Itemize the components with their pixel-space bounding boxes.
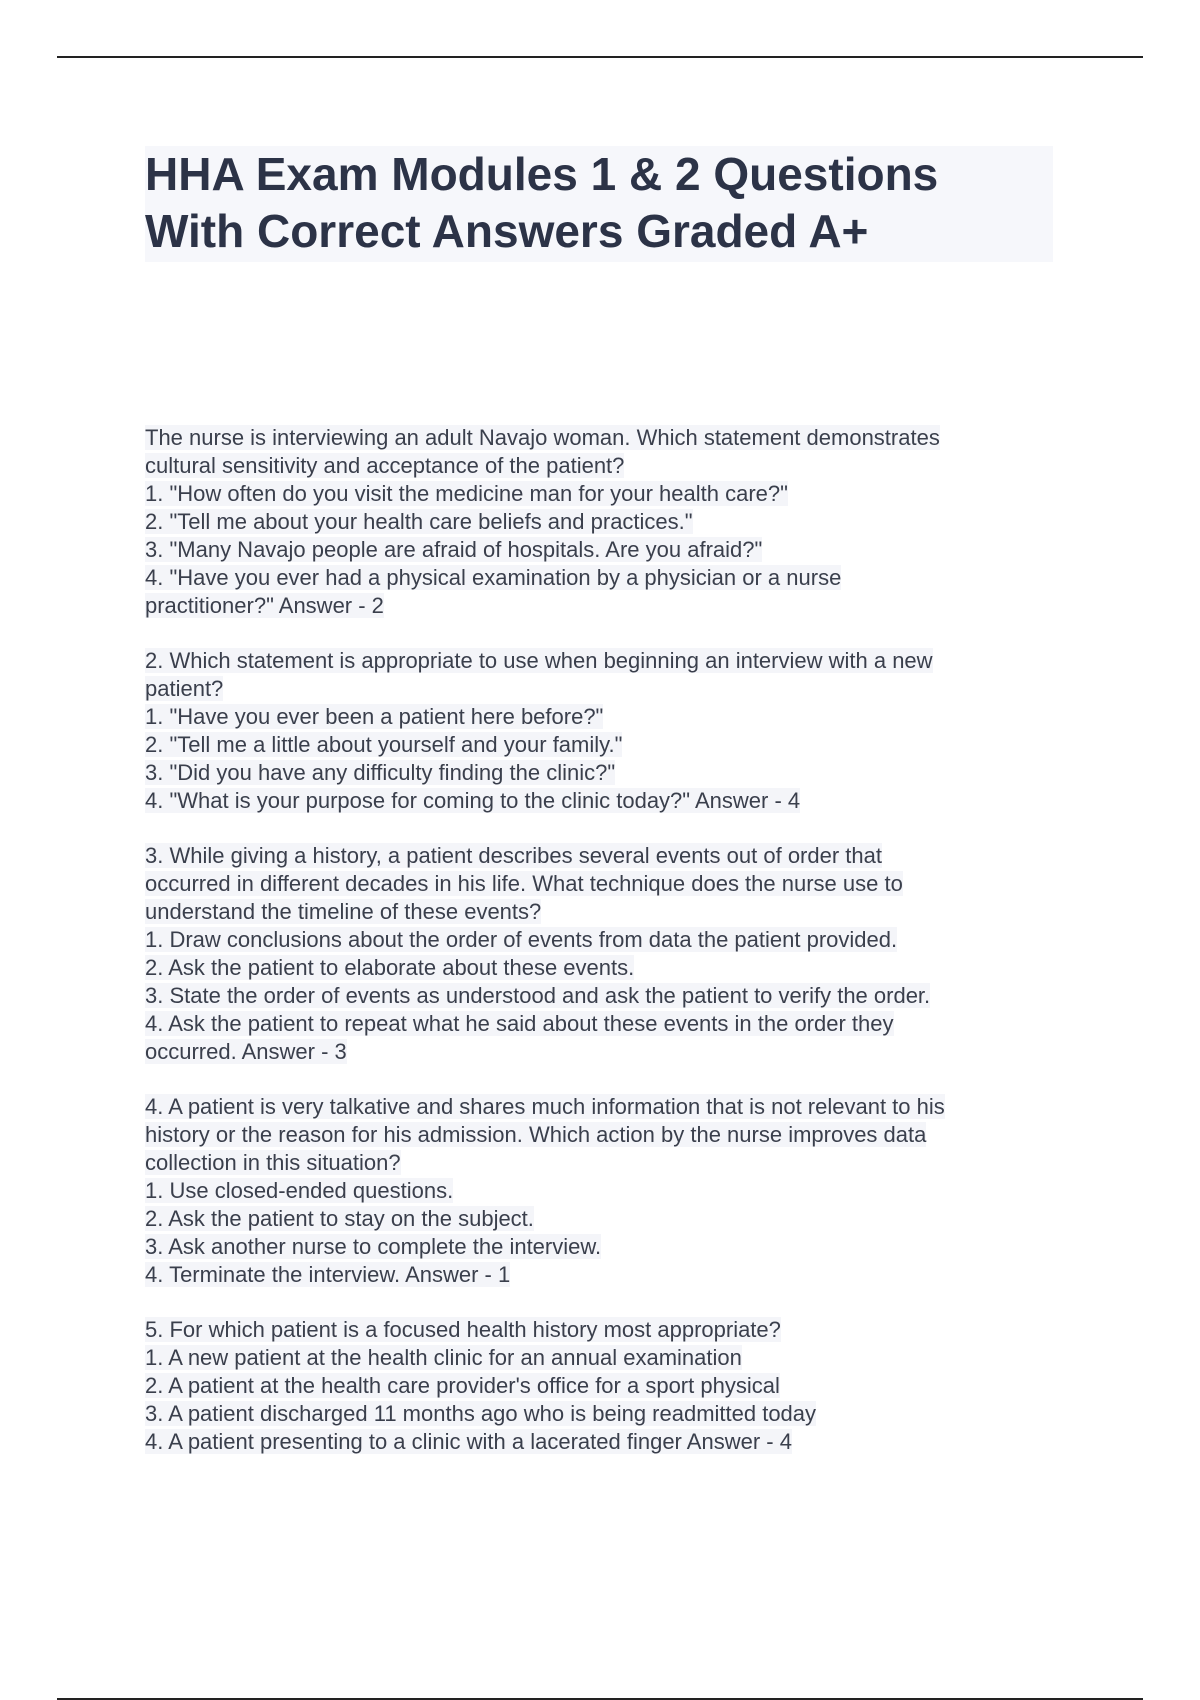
question-line: collection in this situation? — [145, 1150, 401, 1175]
title-line-2: With Correct Answers Graded A+ — [145, 205, 869, 257]
answer-option: 4. Ask the patient to repeat what he said about these events in the order they — [145, 1011, 894, 1036]
answer-option: 4. "Have you ever had a physical examination by a physician or a nurse — [145, 565, 842, 590]
answer-option: 2. "Tell me about your health care beliefs and practices." — [145, 509, 693, 534]
question-2 — [145, 647, 1065, 815]
question-line: The nurse is interviewing an adult Navajo woman. Which statement demonstrates — [145, 425, 940, 450]
question-line: history or the reason for his admission. Which action by the nurse improves data — [145, 1122, 927, 1147]
document-title — [145, 146, 1053, 262]
answer-option: 3. Ask another nurse to complete the interview. — [145, 1234, 602, 1259]
title-line-1: HHA Exam Modules 1 & 2 Questions — [145, 148, 939, 200]
question-line: understand the timeline of these events? — [145, 899, 542, 924]
answer-option: 2. "Tell me a little about yourself and your family." — [145, 732, 623, 757]
question-line: occurred in different decades in his life. What technique does the nurse use to — [145, 871, 903, 896]
answer-option: 1. Use closed-ended questions. — [145, 1178, 454, 1203]
question-line: patient? — [145, 676, 224, 701]
question-line: 3. While giving a history, a patient describes several events out of order that — [145, 843, 882, 868]
answer-option: 1. Draw conclusions about the order of events from data the patient provided. — [145, 927, 898, 952]
questions-list — [145, 424, 1065, 1483]
answer-option: 3. "Many Navajo people are afraid of hospitals. Are you afraid?" — [145, 537, 763, 562]
answer-option: 1. "How often do you visit the medicine man for your health care?" — [145, 481, 788, 506]
question-5 — [145, 1316, 1065, 1456]
question-4 — [145, 1093, 1065, 1289]
question-1 — [145, 424, 1065, 620]
question-line: 5. For which patient is a focused health history most appropriate? — [145, 1317, 781, 1342]
answer-option: 2. Ask the patient to elaborate about these events. — [145, 955, 635, 980]
answer-option: 3. "Did you have any difficulty finding the clinic?" — [145, 760, 616, 785]
question-3 — [145, 842, 1065, 1066]
answer-option: practitioner?" Answer - 2 — [145, 593, 384, 618]
answer-option: 2. Ask the patient to stay on the subject. — [145, 1206, 534, 1231]
question-line: 4. A patient is very talkative and shares much information that is not relevant to his — [145, 1094, 945, 1119]
answer-option: 4. "What is your purpose for coming to the clinic today?" Answer - 4 — [145, 788, 801, 813]
question-line: 2. Which statement is appropriate to use when beginning an interview with a new — [145, 648, 933, 673]
answer-option: 2. A patient at the health care provider's office for a sport physical — [145, 1373, 780, 1398]
answer-option: 4. A patient presenting to a clinic with a lacerated finger Answer - 4 — [145, 1429, 792, 1454]
answer-option: 1. "Have you ever been a patient here before?" — [145, 704, 604, 729]
answer-option: occurred. Answer - 3 — [145, 1039, 347, 1064]
question-line: cultural sensitivity and acceptance of the patient? — [145, 453, 625, 478]
top-rule — [57, 56, 1143, 58]
answer-option: 3. A patient discharged 11 months ago who is being readmitted today — [145, 1401, 817, 1426]
answer-option: 4. Terminate the interview. Answer - 1 — [145, 1262, 511, 1287]
answer-option: 1. A new patient at the health clinic for an annual examination — [145, 1345, 742, 1370]
answer-option: 3. State the order of events as understood and ask the patient to verify the order. — [145, 983, 931, 1008]
